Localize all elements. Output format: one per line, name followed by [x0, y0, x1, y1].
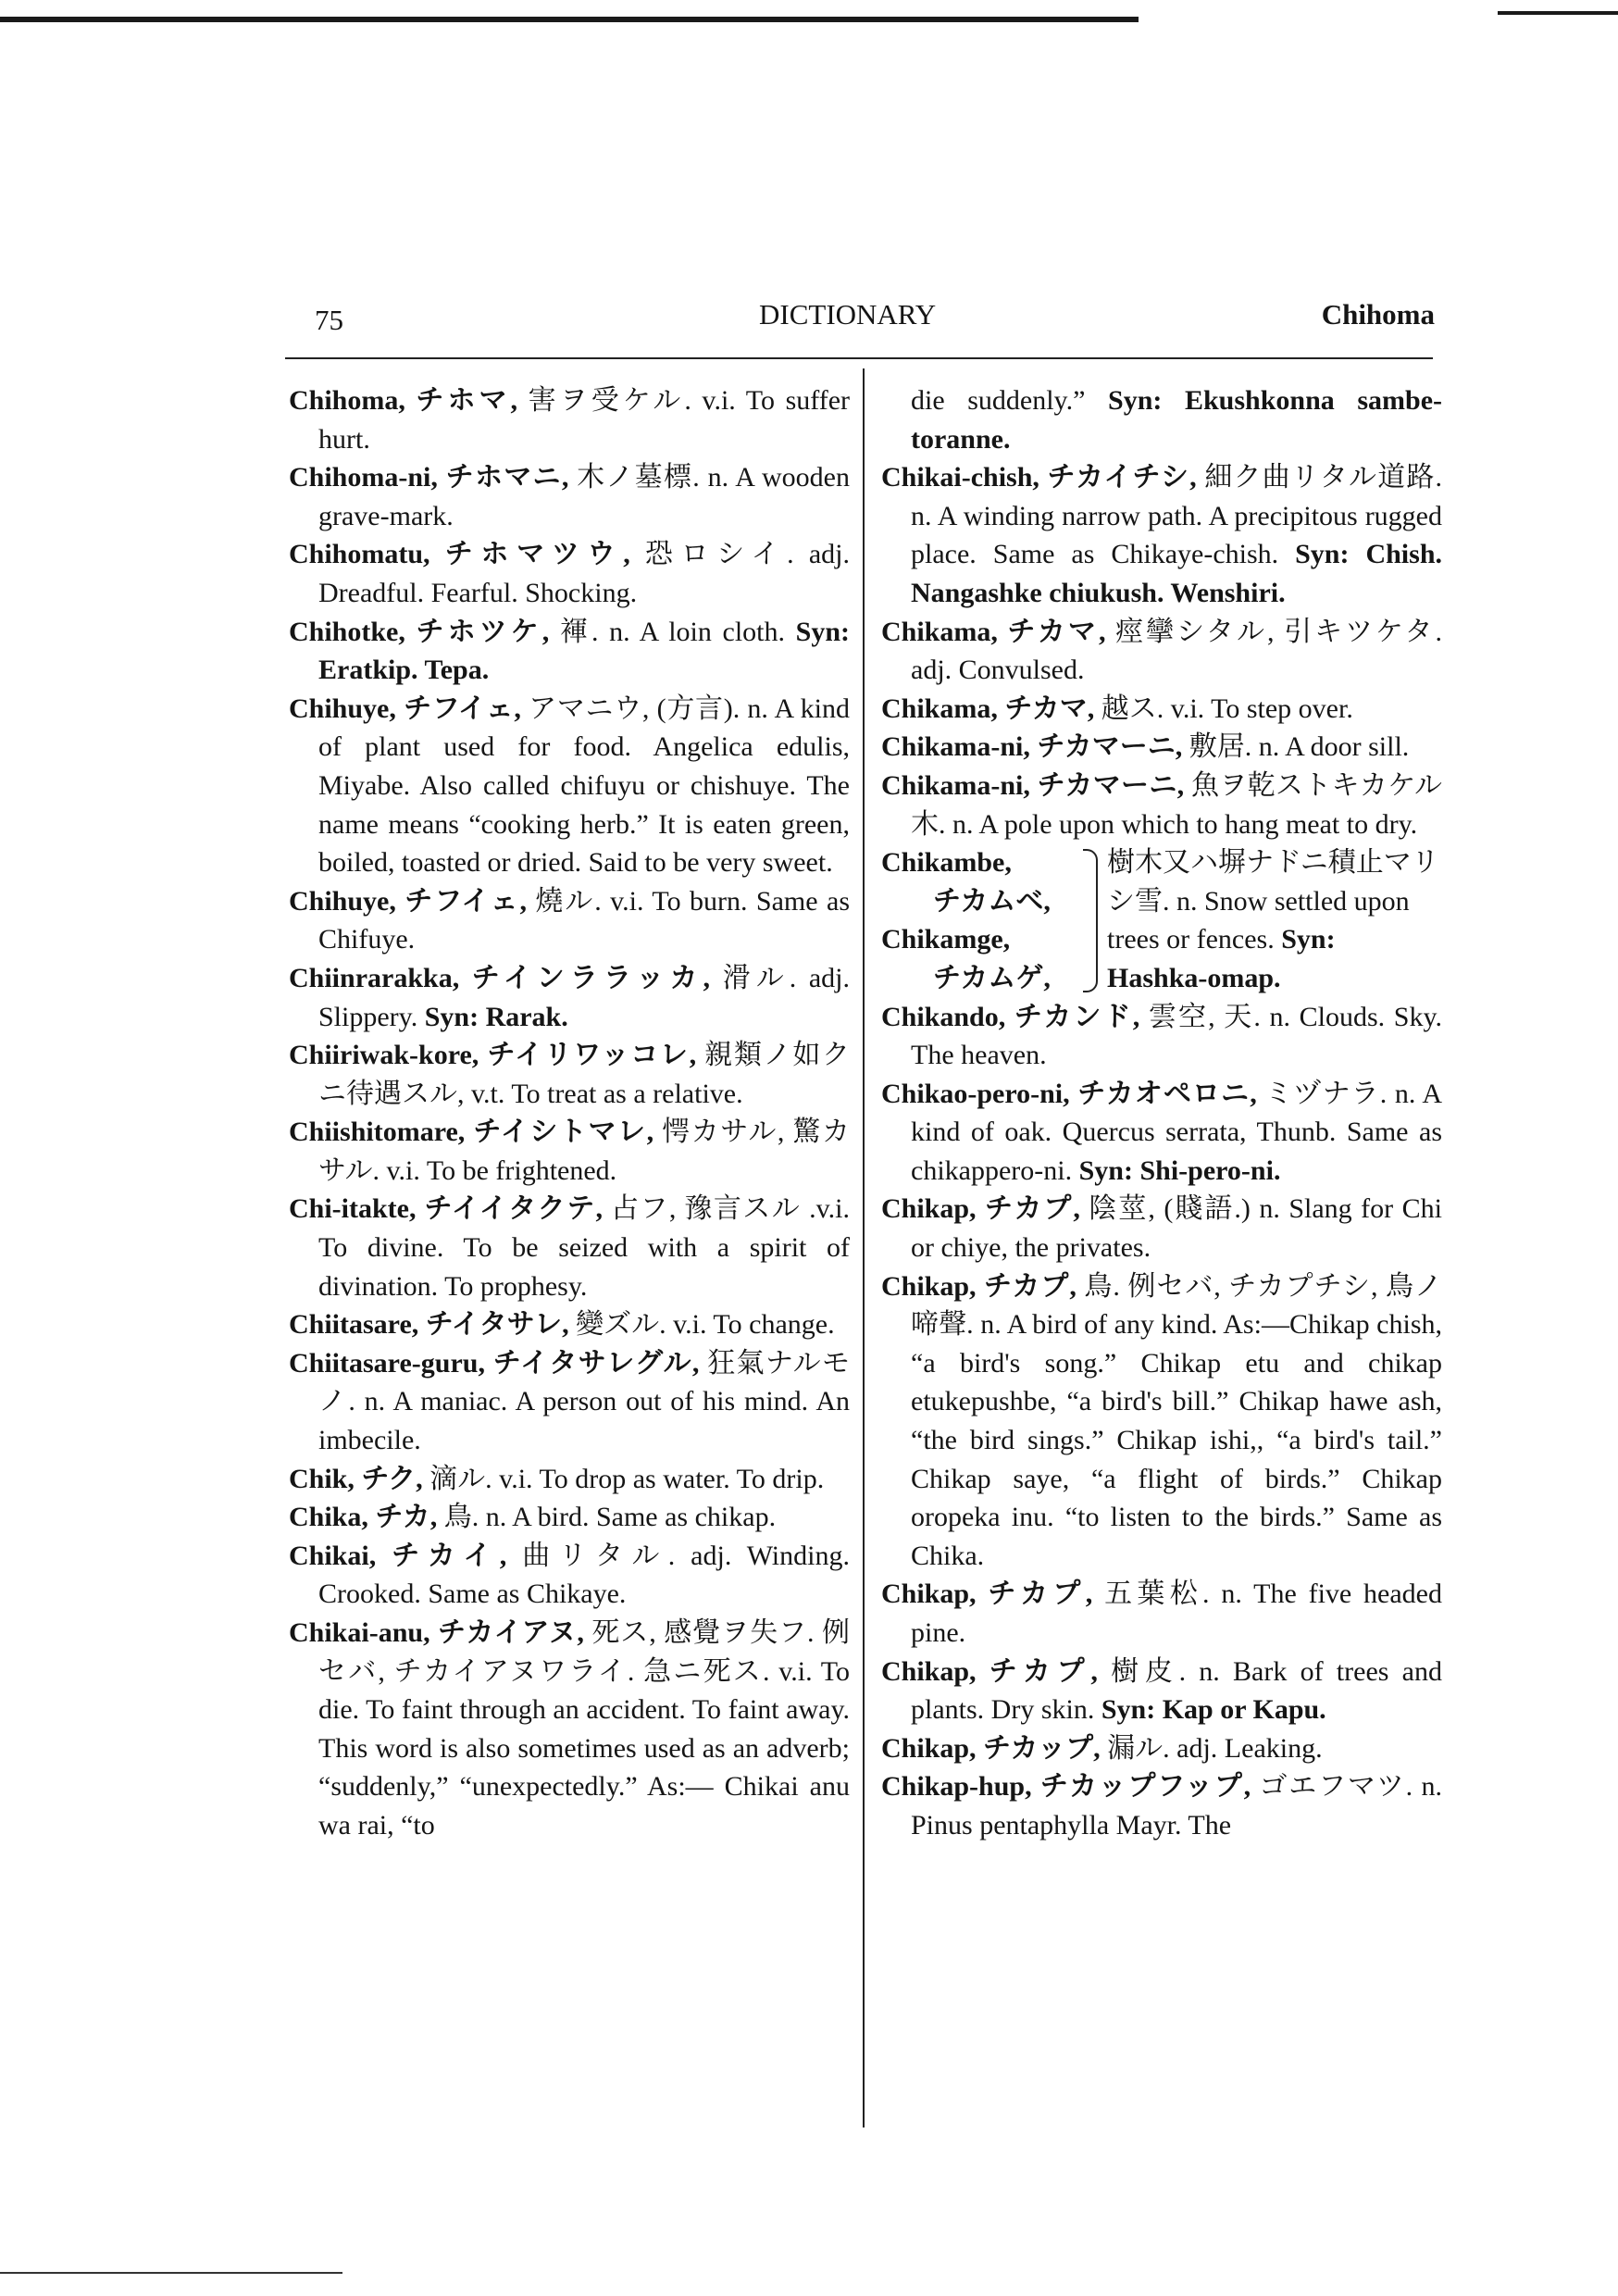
entry: Chikap, チカップ, 漏ル. adj. Leaking.	[881, 1732, 1323, 1764]
page-number: 75	[315, 304, 343, 336]
entry: Chikai-chish, チカイチシ, 細ク曲リタル道路. n. A winding narrow path. A precipitous rugged place. Same as Chikaye-chish. Syn: Chish. Nangashke chiukush. Wenshiri.	[881, 462, 1443, 608]
brace	[1083, 849, 1098, 992]
entry: Chikap, チカプ, 樹皮. n. Bark of trees and plants. Dry skin. Syn: Kap or Kapu.	[881, 1655, 1442, 1726]
entry: Chiiriwak-kore, チイリワッコレ, 親類ノ如クニ待遇スル, v.t. To treat as a relative.	[289, 1040, 850, 1109]
guide-word: Chihoma	[1321, 298, 1435, 331]
entry-continuation: die suddenly.” Syn: Ekushkonna sambe-toranne.	[911, 385, 1442, 455]
entry: Chikap, チカプ, 鳥. 例セバ, チカプチシ, 鳥ノ啼聲. n. A bird of any kind. As:—Chikap chish, “a bird's song.” Chikap etu and chikap etukepushbe, “a bird's bill.” Chikap hawe ash, “the bird sings.” Chikap ishi,, “a bird's tail.” Chikap saye, “a flight of birds.” Chikap oropeka inu. “to listen to the birds.” Same as Chika.	[881, 1270, 1442, 1571]
entry: Chihoma-ni, チホマニ, 木ノ墓標. n. A wooden grave-mark.	[289, 462, 850, 531]
column-divider	[863, 368, 865, 2128]
top-scan-rule	[0, 17, 1139, 22]
bottom-scan-rule	[0, 2272, 342, 2274]
entry: Chikama, チカマ, 痙攣シタル, 引キツケタ. adj. Convulsed.	[881, 616, 1443, 686]
entry: Chikama-ni, チカマーニ, 魚ヲ乾ストキカケル木. n. A pole upon which to hang meat to dry.	[881, 769, 1443, 840]
braced-definition: 樹木又ハ塀ナドニ積止マリシ雪. n. Snow settled upon trees or fences. Syn: Hashka-omap.	[1107, 847, 1439, 993]
entry: Chihotke, チホツケ, 褌. n. A loin cloth. Syn: Eratkip. Tepa.	[289, 616, 850, 686]
entry: Chik, チク, 滴ル. v.i. To drop as water. To drip.	[289, 1463, 825, 1494]
entry: Chikap, チカプ, 陰莖, (賤語.) n. Slang for Chi or chiye, the privates.	[881, 1193, 1442, 1264]
left-column	[289, 381, 850, 1845]
entry: Chiitasare, チイタサレ, 變ズル. v.i. To change.	[289, 1309, 835, 1341]
entry: Chikando, チカンド, 雲空, 天. n. Clouds. Sky. The heaven.	[881, 1001, 1443, 1071]
entry: Chika, チカ, 鳥. n. A bird. Same as chikap.	[289, 1502, 777, 1533]
entry: Chikao-pero-ni, チカオペロニ, ミヅナラ. n. A kind of oak. Quercus serrata, Thunb. Same as chikappero-ni. Syn: Shi-pero-ni.	[881, 1078, 1442, 1186]
entry: Chikap, チカプ, 五葉松. n. The five headed pine.	[881, 1578, 1442, 1648]
entry: Chikama, チカマ, 越ス. v.i. To step over.	[881, 693, 1353, 724]
top-scan-rule-right	[1498, 11, 1618, 15]
entry: Chihuye, チフイェ, 燒ル. v.i. To burn. Same as Chifuye.	[289, 885, 850, 955]
page-header	[315, 298, 1435, 335]
braced-headwords: Chikambe, チカムベ, Chikamge, チカムゲ,	[881, 847, 1051, 993]
entry: Chikai-anu, チカイアヌ, 死ス, 感覺ヲ失フ. 例セバ, チカイアヌワライ. 急ニ死ス. v.i. To die. To faint through an accident. To faint away. This word is also sometimes used as an adverb; “suddenly,” “unexpectedly.” As:— Chikai anu wa rai, “to	[289, 1617, 850, 1841]
braced-entry	[881, 843, 1442, 997]
entry: Chihomatu, チホマツウ, 恐ロシイ. adj. Dreadful. Fearful. Shocking.	[289, 539, 851, 608]
entry: Chiitasare-guru, チイタサレグル, 狂氣ナルモノ. n. A maniac. A person out of his mind. An imbecile.	[289, 1347, 851, 1456]
entry: Chi-itakte, チイイタクテ, 占フ, 豫言スル .v.i. To divine. To be seized with a spirit of divination. To prophesy.	[289, 1193, 851, 1302]
entry: Chiishitomare, チイシトマレ, 愕カサル, 驚カサル. v.i. To be frightened.	[289, 1117, 850, 1186]
right-column	[881, 381, 1442, 1845]
entry: Chihoma, チホマ, 害ヲ受ケル. v.i. To suffer hurt.	[289, 385, 851, 455]
entry: Chikap-hup, チカップフップ, ゴエフマツ. n. Pinus pentaphylla Mayr. The	[881, 1771, 1442, 1841]
entry: Chikai, チカイ, 曲リタル. adj. Winding. Crooked. Same as Chikaye.	[289, 1540, 850, 1610]
entry: Chikama-ni, チカマーニ, 敷居. n. A door sill.	[881, 731, 1410, 763]
header-rule	[285, 357, 1433, 359]
entry: Chiinrarakka, チインララッカ, 滑ル. adj. Slippery. Syn: Rarak.	[289, 962, 850, 1032]
running-title: DICTIONARY	[759, 298, 937, 331]
entry: Chihuye, チフイェ, アマニウ, (方言). n. A kind of plant used for food. Angelica edulis, Miyabe. Also called chifuyu or chishuye. The name means “cooking herb.” It is eaten green, boiled, toasted or dried. Said to be very sweet.	[289, 693, 850, 879]
